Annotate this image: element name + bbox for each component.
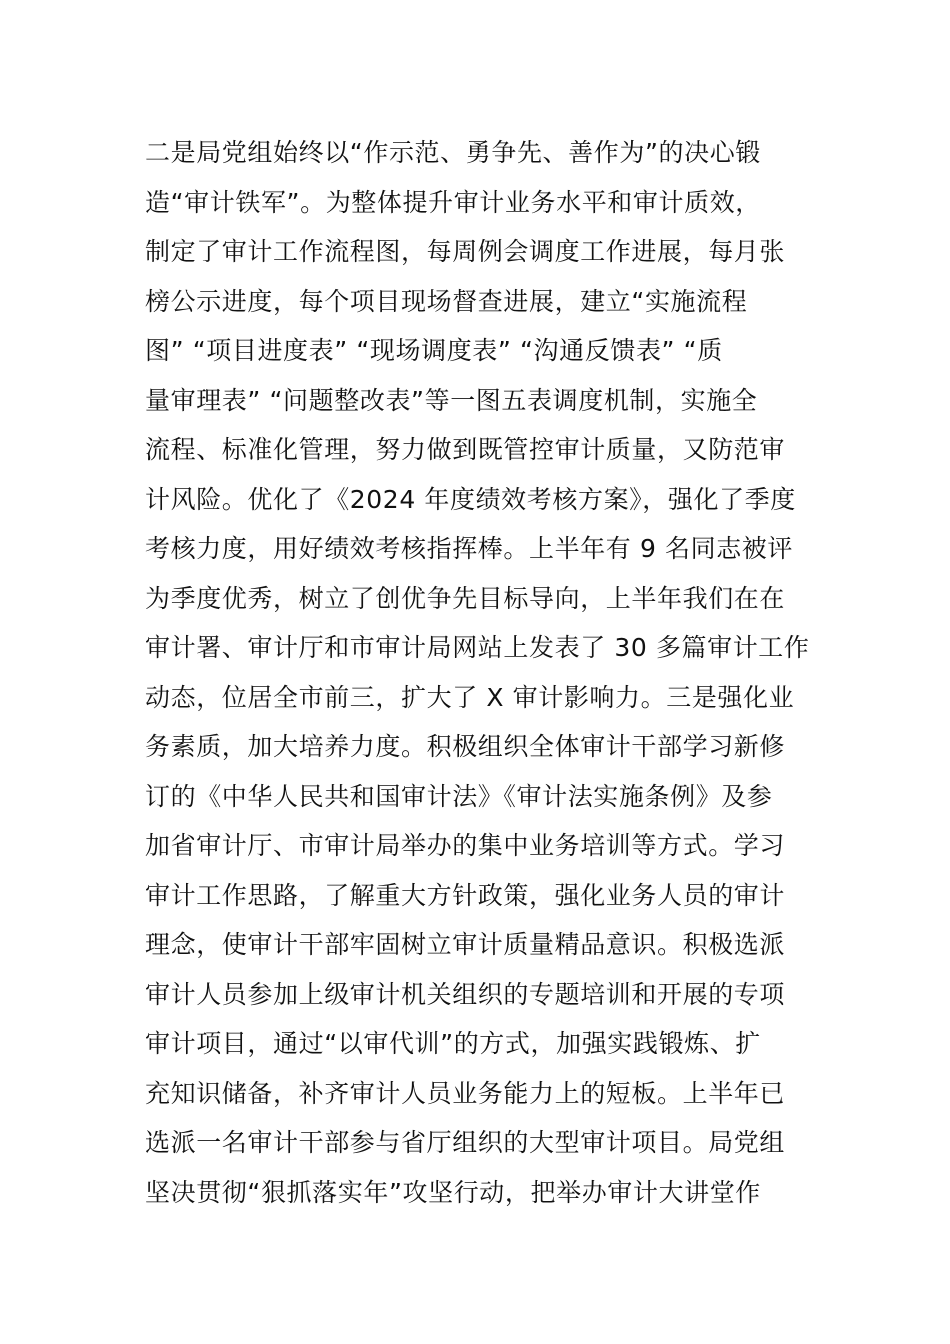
text-line: 充知识储备，补齐审计人员业务能力上的短板。上半年已 (145, 1078, 786, 1108)
text-line: 为季度优秀，树立了创优争先目标导向，上半年我们在在 (145, 583, 786, 613)
text-line: 造“审计铁军”。为整体提升审计业务水平和审计质效， (145, 187, 761, 217)
text-line: 审计署、审计厅和市审计局网站上发表了 30 多篇审计工作 (145, 633, 810, 662)
text-line: 考核力度，用好绩效考核指挥棒。上半年有 9 名同志被评 (145, 534, 794, 563)
text-line: 加省审计厅、市审计局举办的集中业务培训等方式。学习 (145, 831, 786, 860)
text-line: 审计项目，通过“以审代训”的方式，加强实践锻炼、扩 (145, 1029, 761, 1058)
text-line: 流程、标准化管理，努力做到既管控审计质量，又防范审 (145, 435, 786, 464)
text-line: 订的《中华人民共和国审计法》《审计法实施条例》及参 (145, 781, 773, 811)
text-line: 理念，使审计干部牢固树立审计质量精品意识。积极选派 (145, 930, 786, 959)
text-line: 量审理表” “问题整改表”等一图五表调度机制，实施全 (145, 385, 758, 415)
text-line: 选派一名审计干部参与省厅组织的大型审计项目。局党组 (145, 1128, 786, 1157)
body-paragraph (145, 128, 815, 1217)
text-line: 务素质，加大培养力度。积极组织全体审计干部学习新修 (145, 732, 786, 761)
text-line: 审计人员参加上级审计机关组织的专题培训和开展的专项 (145, 979, 786, 1009)
text-line: 审计工作思路，了解重大方针政策，强化业务人员的审计 (145, 880, 786, 910)
text-line: 坚决贯彻“狠抓落实年”攻坚行动，把举办审计大讲堂作 (145, 1177, 761, 1207)
text-line: 二是局党组始终以“作示范、勇争先、善作为”的决心锻 (145, 138, 761, 167)
text-line: 计风险。优化了《2024 年度绩效考核方案》，强化了季度 (145, 484, 796, 514)
text-line: 制定了审计工作流程图，每周例会调度工作进展，每月张 (145, 237, 786, 266)
text-line: 图” “项目进度表” “现场调度表” “沟通反馈表” “质 (145, 336, 723, 365)
text-line: 榜公示进度，每个项目现场督查进展，建立“实施流程 (145, 286, 748, 316)
text-line: 动态，位居全市前三，扩大了 X 审计影响力。三是强化业 (145, 682, 795, 712)
